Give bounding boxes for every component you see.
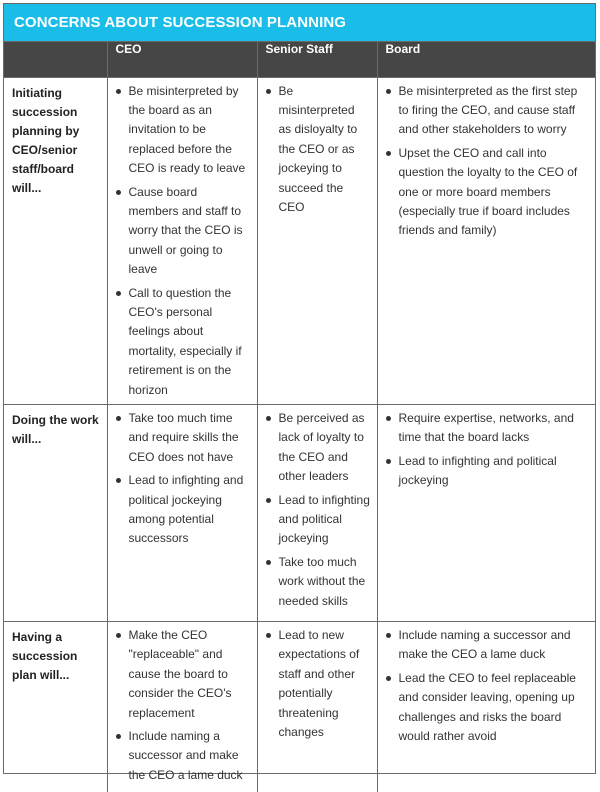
list-item: Be misinterpreted as the first step to firing the CEO, and cause staff and other stakeholders to worry — [384, 82, 590, 140]
list-item: Lead to infighting and political jockeying among potential successors — [114, 471, 251, 549]
table-title: CONCERNS ABOUT SUCCESSION PLANNING — [4, 4, 595, 42]
list-item: Take too much work without the needed skills — [264, 553, 371, 611]
cell-senior-staff — [257, 405, 377, 622]
column-header-senior-staff: Senior Staff — [257, 42, 377, 77]
list-item: Be misinterpreted by the board as an invitation to be replaced before the CEO is ready to leave — [114, 82, 251, 179]
list-item: Take too much time and require skills the CEO does not have — [114, 409, 251, 467]
list-item: Lead to infighting and political jockeying — [264, 491, 371, 549]
table-row-initiating — [4, 77, 595, 405]
column-header-board: Board — [377, 42, 595, 77]
list-item: Lead to new expectations of staff and other potentially threatening changes — [264, 626, 371, 742]
column-header-row — [4, 42, 595, 77]
list-item: Be perceived as lack of loyalty to the CEO and other leaders — [264, 409, 371, 487]
cell-ceo — [107, 405, 257, 622]
list-item: Call to question the CEO's personal feelings about mortality, especially if retirement is on the horizon — [114, 284, 251, 400]
list-item: Lead to infighting and political jockeying — [384, 452, 590, 491]
cell-board — [377, 77, 595, 405]
concerns-table — [4, 42, 595, 792]
column-header-empty — [4, 42, 107, 77]
column-header-ceo: CEO — [107, 42, 257, 77]
row-label: Doing the work will... — [4, 405, 107, 622]
row-label: Having a succession plan will... — [4, 622, 107, 792]
list-item: Require expertise, networks, and time that the board lacks — [384, 409, 590, 448]
cell-ceo — [107, 77, 257, 405]
cell-senior-staff — [257, 77, 377, 405]
cell-board — [377, 622, 595, 792]
table-row-having-a-plan — [4, 622, 595, 792]
cell-board — [377, 405, 595, 622]
list-item: Cause board members and staff to worry that the CEO is unwell or going to leave — [114, 183, 251, 280]
table-row-doing-the-work — [4, 405, 595, 622]
list-item: Lead the CEO to feel replaceable and consider leaving, opening up challenges and risks the board would rather avoid — [384, 669, 590, 747]
cell-senior-staff — [257, 622, 377, 792]
list-item: Be misinterpreted as disloyalty to the CEO or as jockeying to succeed the CEO — [264, 82, 371, 218]
row-label: Initiating succession planning by CEO/senior staff/board will... — [4, 77, 107, 405]
list-item: Make the CEO "replaceable" and cause the board to consider the CEO's replacement — [114, 626, 251, 723]
list-item: Include naming a successor and make the CEO a lame duck — [114, 727, 251, 785]
cell-ceo — [107, 622, 257, 792]
list-item: Include naming a successor and make the CEO a lame duck — [384, 626, 590, 665]
list-item: Upset the CEO and call into question the loyalty to the CEO of one or more board members (especially true if board includes friends and family) — [384, 144, 590, 241]
succession-concerns-table-frame — [3, 3, 596, 782]
